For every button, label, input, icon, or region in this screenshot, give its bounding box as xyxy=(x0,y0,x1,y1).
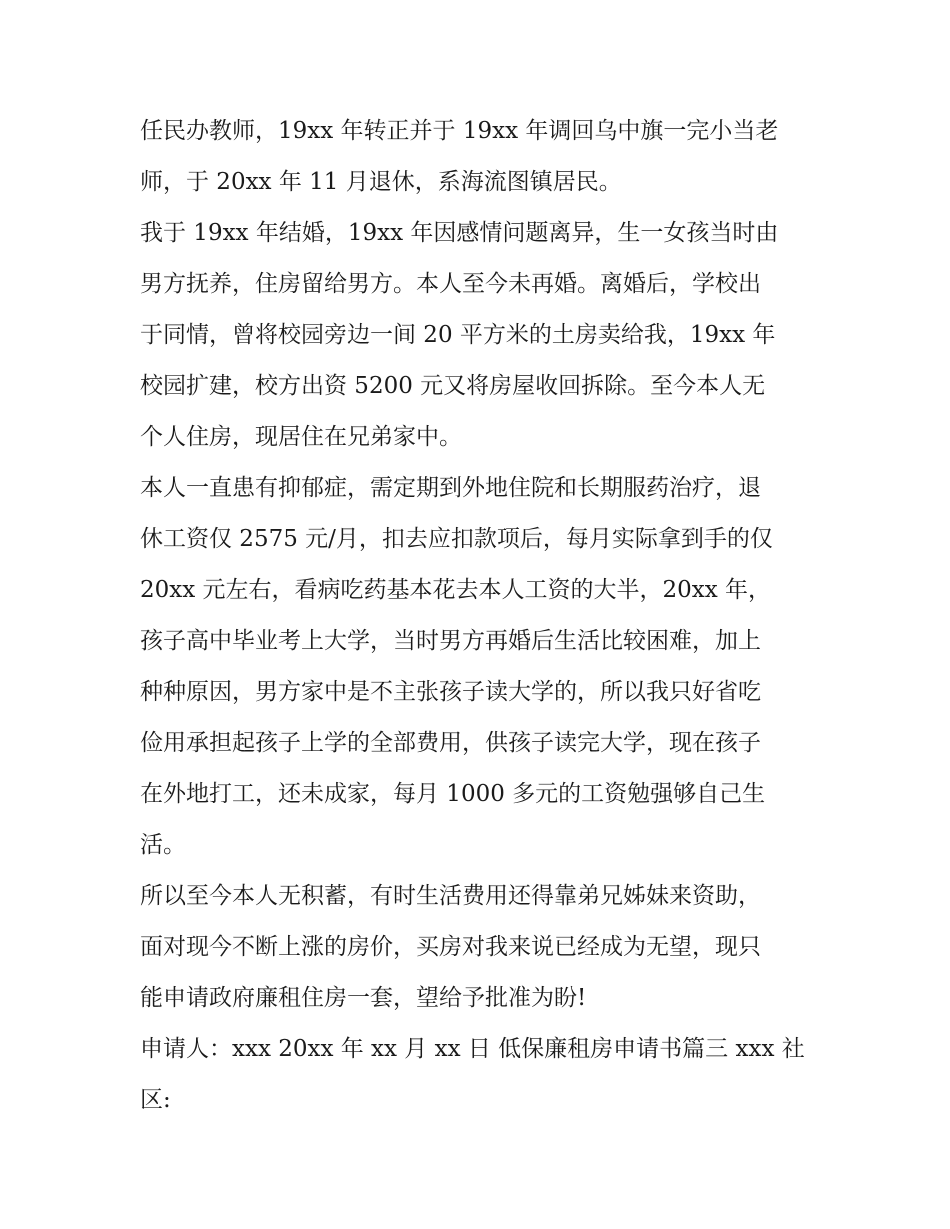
text-line: 休工资仅 2575 元/月，扣去应扣款项后，每月实际拿到手的仅 xyxy=(140,526,773,552)
text-line: 活。 xyxy=(140,832,186,858)
text-line: 面对现今不断上涨的房价，买房对我来说已经成为无望，现只 xyxy=(140,934,761,960)
text-line: 男方抚养，住房留给男方。本人至今未再婚。离婚后，学校出 xyxy=(140,271,761,297)
text-line: 在外地打工，还未成家，每月 1000 多元的工资勉强够自己生 xyxy=(140,781,766,807)
text-line: 申请人：xxx 20xx 年 xx 月 xx 日 低保廉租房申请书篇三 xxx 社 xyxy=(140,1036,805,1062)
text-line: 区: xyxy=(140,1087,171,1113)
document-body xyxy=(140,106,820,1126)
text-line: 本人一直患有抑郁症，需定期到外地住院和长期服药治疗，退 xyxy=(140,475,761,501)
text-line: 于同情，曾将校园旁边一间 20 平方米的土房卖给我，19xx 年 xyxy=(140,322,776,348)
text-line: 我于 19xx 年结婚，19xx 年因感情问题离异，生一女孩当时由 xyxy=(140,220,779,246)
text-line: 所以至今本人无积蓄，有时生活费用还得靠弟兄姊妹来资助， xyxy=(140,883,761,909)
text-line: 俭用承担起孩子上学的全部费用，供孩子读完大学，现在孩子 xyxy=(140,730,761,756)
text-line: 校园扩建，校方出资 5200 元又将房屋收回拆除。至今本人无 xyxy=(140,373,766,399)
text-line: 20xx 元左右，看病吃药基本花去本人工资的大半，20xx 年， xyxy=(140,577,772,603)
text-line: 孩子高中毕业考上大学，当时男方再婚后生活比较困难，加上 xyxy=(140,628,761,654)
text-line: 能申请政府廉租住房一套，望给予批准为盼! xyxy=(140,985,587,1011)
text-line: 个人住房，现居住在兄弟家中。 xyxy=(140,424,462,450)
text-line: 种种原因，男方家中是不主张孩子读大学的，所以我只好省吃 xyxy=(140,679,761,705)
text-line: 师，于 20xx 年 11 月退休，系海流图镇居民。 xyxy=(140,169,622,195)
text-line: 任民办教师，19xx 年转正并于 19xx 年调回乌中旗一完小当老 xyxy=(140,118,779,144)
